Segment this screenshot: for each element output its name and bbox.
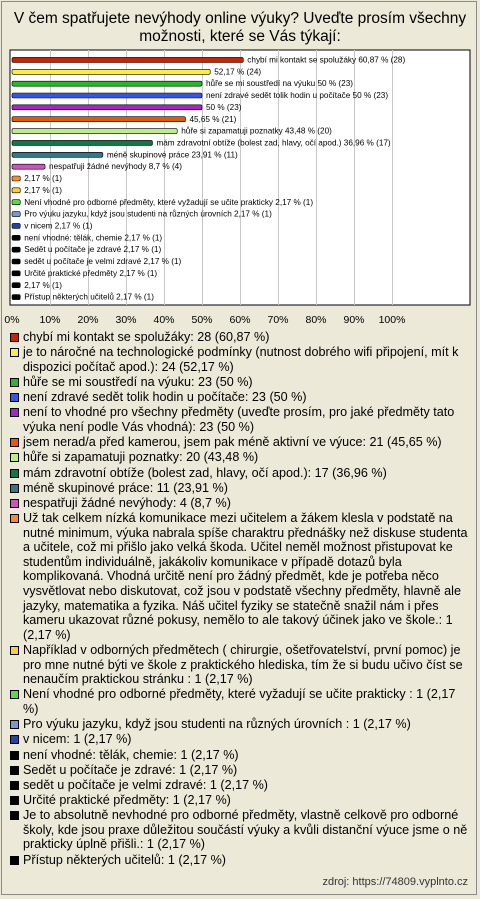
legend-swatch	[10, 781, 19, 790]
legend-text: není zdravé sedět tolik hodin u počítače: 23 (50 %)	[23, 390, 307, 405]
bar	[12, 69, 210, 74]
legend-swatch	[10, 438, 19, 447]
bar	[12, 117, 185, 122]
bar-label: Pro výuku jazyku, když jsou studenti na různých úrovních 2,17 % (1)	[24, 209, 272, 219]
bar-label: 52,17 % (24)	[214, 67, 262, 77]
legend-text: Například v odborných předmětech ( chirurgie, ošetřovatelství, první pomoc) je pro mne nutné býti ve škole z praktického hlediska, tím že si budu učivo číst se nenaučím praktickou stránku : 1 (2,17 %)	[23, 643, 463, 687]
legend-item	[10, 748, 468, 763]
legend-text: chybí mi kontakt se spolužáky: 28 (60,87 %)	[23, 330, 270, 344]
bar	[12, 129, 177, 134]
legend-swatch	[10, 484, 19, 493]
chart-page	[1, 1, 477, 895]
bar-label: hůře se mi soustředí na výuku 50 % (23)	[206, 79, 353, 89]
bar-label: sedět u počítače je velmi zdravé 2,17 % (1)	[24, 257, 182, 267]
legend-swatch	[10, 811, 19, 820]
bar-label: méně skupinové práce 23,91 % (11)	[106, 150, 238, 160]
legend-text: nespatřuji žádné nevýhody: 4 (8,7 %)	[23, 495, 231, 510]
x-tick-label: 50%	[191, 314, 213, 326]
bar	[12, 283, 20, 288]
bar	[12, 93, 202, 98]
legend-item	[10, 732, 468, 747]
bar-label: není zdravé sedět tolik hodin u počítače 50 % (23)	[206, 91, 389, 101]
legend-item	[10, 808, 468, 852]
legend-item	[10, 345, 468, 374]
legend-swatch	[10, 408, 19, 417]
bar-label: Sedět u počítače je zdravé 2,17 % (1)	[24, 245, 162, 255]
legend-swatch	[10, 378, 19, 387]
bar	[12, 164, 45, 169]
bar-label: 45,65 % (21)	[189, 114, 237, 124]
bar-label: 2,17 % (1)	[24, 174, 63, 184]
legend-item	[10, 481, 468, 496]
bar-label: není vhodné: tělák, chemie 2,17 % (1)	[24, 233, 163, 243]
bar	[12, 212, 20, 217]
legend-text: není to vhodné pro všechny předměty (uveďte prosím, pro jaké předměty tato výuka není podle Vás vhodná): 23 (50 %)	[23, 405, 455, 434]
x-tick-label: 80%	[305, 314, 327, 326]
legend-item	[10, 405, 468, 434]
legend-text: v nicem: 1 (2,17 %)	[23, 732, 132, 747]
source-note: zdroj: https://74809.vyplnto.cz	[322, 876, 468, 888]
bar-label: Přístup některých učitelů 2,17 % (1)	[24, 292, 154, 302]
legend-item	[10, 643, 468, 687]
bar	[12, 247, 20, 252]
legend	[10, 330, 468, 868]
bar	[12, 81, 202, 86]
x-tick-label: 0%	[4, 314, 20, 326]
legend-text: Přístup některých učitelů: 1 (2,17 %)	[23, 852, 226, 867]
x-tick-label: 60%	[229, 314, 251, 326]
bar	[12, 235, 20, 240]
legend-swatch	[10, 856, 19, 865]
legend-item	[10, 717, 468, 732]
legend-item	[10, 390, 468, 405]
legend-swatch	[10, 796, 19, 805]
bar-label: 2,17 % (1)	[24, 185, 63, 195]
legend-swatch	[10, 348, 19, 357]
legend-item	[10, 375, 468, 390]
legend-item	[10, 496, 468, 511]
legend-text: mám zdravotní obtíže (bolest zad, hlavy, očí apod.): 17 (36,96 %)	[23, 465, 387, 480]
x-tick-label: 90%	[343, 314, 365, 326]
x-tick-label: 100%	[378, 314, 406, 326]
legend-text: není vhodné: tělák, chemie: 1 (2,17 %)	[23, 747, 239, 762]
legend-text: Sedět u počítače je zdravé: 1 (2,17 %)	[23, 762, 238, 777]
legend-item	[10, 763, 468, 778]
legend-text: Už tak celkem nízká komunikace mezi učitelem a žákem klesla v podstatě na nutné minimum, výuka nabrala spíše charaktru přednášky než diskuse studenta a učitele, což mi přišlo jako velká škoda. Učitel neměl možnost přistupovat ke studentům individuálně, jakákoliv komunikace v případě dotazů byla komplikovaná. Vhodná určitě není pro žádný předmět, kde je potřeba něco vysvětlovat nebo diskutovat, což jsou v podstatě všechny předměty, hlavně ale jazyky, matematika a fyzika. Náš učitel fyziky se statečně snažil nám i přes kameru ukazovat různé pokusy, nemělo to ale takový účinek jako ve škole.: 1 (2,17 %)	[23, 511, 468, 642]
bar-label: 2,17 % (1)	[24, 280, 63, 290]
bar-label: Není vhodné pro odborné předměty, které vyžadují se učite prakticky 2,17 % (1)	[24, 197, 314, 207]
legend-swatch	[10, 469, 19, 478]
x-tick-label: 70%	[267, 314, 289, 326]
bar	[12, 57, 243, 62]
bar	[12, 152, 103, 157]
bar	[12, 271, 20, 276]
legend-text: Je to absolutně nevhodné pro odborné předměty, vlastně celkově pro odborné školy, kde jsou praxe důležitou součástí výuky a kvůli distanční výuce jsme o ně prakticky úplně přišli.: 1 (2,17 %)	[23, 808, 468, 852]
legend-text: Pro výuku jazyku, když jsou studenti na různých úrovních : 1 (2,17 %)	[23, 717, 411, 732]
x-tick-label: 20%	[77, 314, 99, 326]
bar-label: 50 % (23)	[206, 102, 242, 112]
legend-text: hůře si zapamatuji poznatky: 20 (43,48 %)	[23, 450, 259, 465]
bar	[12, 176, 20, 181]
bar-label: nespatřuji žádné nevýhody 8,7 % (4)	[49, 162, 182, 172]
legend-swatch	[10, 735, 19, 744]
legend-swatch	[10, 766, 19, 775]
x-tick-label: 40%	[153, 314, 175, 326]
legend-swatch	[10, 514, 19, 523]
legend-item	[10, 330, 468, 345]
bar-label: Určité praktické předměty 2,17 % (1)	[24, 268, 158, 278]
legend-item	[10, 435, 468, 450]
legend-swatch	[10, 690, 19, 699]
legend-item	[10, 450, 468, 465]
legend-text: Určité praktické předměty: 1 (2,17 %)	[23, 793, 231, 808]
legend-text: sedět u počítače je velmi zdravé: 1 (2,17 %)	[23, 777, 269, 792]
bar	[12, 188, 20, 193]
bar	[12, 259, 20, 264]
bar	[12, 105, 202, 110]
bar	[12, 295, 20, 300]
legend-text: méně skupinové práce: 11 (23,91 %)	[23, 480, 228, 495]
bar	[12, 140, 152, 145]
legend-item	[10, 466, 468, 481]
bar	[12, 200, 20, 205]
legend-item	[10, 687, 468, 716]
bar-label: mám zdravotní obtíže (bolest zad, hlavy, očí apod.) 36,96 % (17)	[156, 138, 391, 148]
legend-text: hůře se mi soustředí na výuku: 23 (50 %)	[23, 374, 253, 389]
bar-label: v nicem 2,17 % (1)	[24, 221, 93, 231]
x-tick-label: 30%	[115, 314, 137, 326]
legend-swatch	[10, 646, 19, 655]
legend-text: je to náročné na technologické podmínky (nutnost dobrého wifi připojení, mít k dispozici počítač apod.): 24 (52,17 %)	[23, 345, 459, 374]
legend-item	[10, 853, 468, 868]
legend-swatch	[10, 751, 19, 760]
legend-item	[10, 511, 468, 642]
legend-swatch	[10, 720, 19, 729]
bar	[12, 223, 20, 228]
legend-item	[10, 778, 468, 793]
legend-item	[10, 793, 468, 808]
x-tick-label: 10%	[39, 314, 61, 326]
legend-swatch	[10, 333, 19, 342]
legend-swatch	[10, 453, 19, 462]
bar-label: chybí mi kontakt se spolužáky 60,87 % (28)	[247, 55, 406, 65]
bar-chart	[2, 2, 478, 328]
legend-swatch	[10, 393, 19, 402]
legend-swatch	[10, 499, 19, 508]
legend-text: Není vhodné pro odborné předměty, které vyžadují se učite prakticky : 1 (2,17 %)	[23, 687, 456, 716]
chart-title: V čem spatřujete nevýhody online výuky? Uveďte prosím všechny možnosti, které se Vás týkají:	[13, 10, 467, 45]
bar-label: hůře si zapamatuji poznatky 43,48 % (20)	[181, 126, 332, 136]
legend-text: jsem nerad/a před kamerou, jsem pak méně aktivní ve výuce: 21 (45,65 %)	[23, 435, 442, 450]
